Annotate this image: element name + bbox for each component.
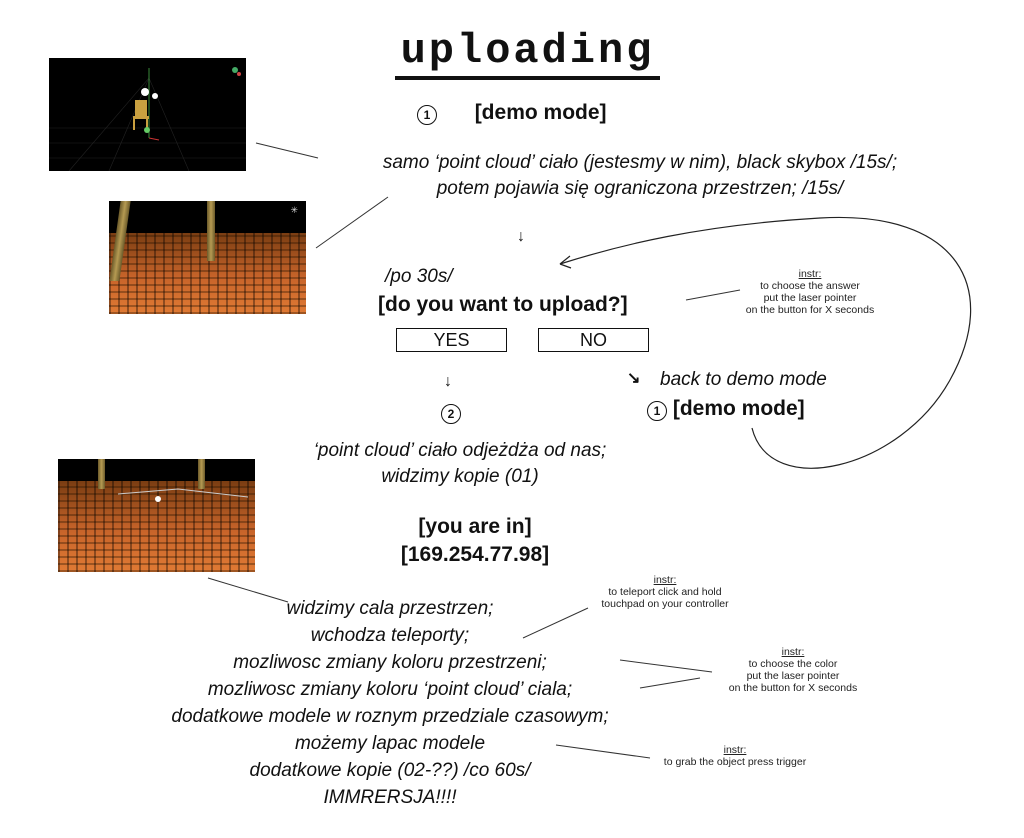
instr-line: put the laser pointer: [763, 292, 857, 304]
instr-heading: instr:: [653, 574, 677, 586]
instr-color: [718, 646, 868, 694]
ip-address: [169.254.77.98]: [400, 543, 550, 566]
demo-desc-line1: samo ‘point cloud’ ciało (jestesmy w nim), black skybox /15s/;: [382, 152, 898, 173]
step2-number: [441, 404, 461, 424]
step1-heading: [417, 100, 657, 126]
screenshot-demo-space: [109, 201, 306, 314]
step-number-1: 1: [647, 401, 667, 421]
instr-line: on the button for X seconds: [745, 304, 875, 316]
instr-line: put the laser pointer: [746, 670, 840, 682]
feature-item: widzimy cala przestrzen;: [286, 598, 494, 619]
no-button[interactable]: NO: [538, 328, 649, 352]
page-title: uploading: [395, 28, 660, 80]
instr-line: to teleport click and hold: [608, 586, 722, 598]
feature-item: wchodza teleporty;: [310, 625, 470, 646]
instr-line: to grab the object press trigger: [663, 756, 807, 768]
instr-line: touchpad on your controller: [601, 598, 729, 610]
instr-line: on the button for X seconds: [728, 682, 858, 694]
instr-heading: instr:: [781, 646, 805, 658]
yes-button[interactable]: YES: [396, 328, 507, 352]
step-number-1: 1: [417, 105, 437, 125]
step2-line1: ‘point cloud’ ciało odjeżdża od nas;: [313, 440, 607, 461]
demo-desc-line2: potem pojawia się ograniczona przestrzen; /15s/: [436, 178, 844, 199]
instr-heading: instr:: [723, 744, 747, 756]
feature-item: IMMRERSJA!!!!: [323, 787, 457, 808]
down-arrow-icon: ↓: [517, 228, 525, 245]
instr-heading: instr:: [798, 268, 822, 280]
axis-gizmo-icon: ✳: [290, 205, 298, 215]
instr-grab: [655, 744, 815, 768]
feature-item: możemy lapac modele: [294, 733, 486, 754]
upload-question: [do you want to upload?]: [378, 293, 628, 316]
feature-item: dodatkowe kopie (02-??) /co 60s/: [249, 760, 531, 781]
after-30s-label: /po 30s/: [385, 266, 453, 287]
instr-teleport: [590, 574, 740, 610]
instr-answer: [735, 268, 885, 316]
feature-item: mozliwosc zmiany koloru przestrzeni;: [233, 652, 547, 673]
step2-line2: widzimy kopie (01): [381, 466, 539, 487]
demo-mode-label: [demo mode]: [474, 101, 607, 124]
instr-line: to choose the color: [748, 658, 838, 670]
diagonal-arrow-icon: ↘: [627, 370, 641, 387]
down-arrow-icon: ↓: [444, 373, 452, 390]
no-branch-demo: [647, 396, 805, 422]
instr-line: to choose the answer: [760, 280, 860, 292]
back-to-demo-label: back to demo mode: [660, 369, 827, 390]
feature-item: dodatkowe modele w roznym przedziale czasowym;: [171, 706, 609, 727]
demo-mode-label: [demo mode]: [672, 397, 805, 420]
you-are-in-label: [you are in]: [418, 515, 532, 538]
step-number-2: 2: [441, 404, 461, 424]
screenshot-demo-black: [49, 58, 246, 171]
screenshot-you-are-in: [58, 459, 255, 572]
chair-icon: [49, 58, 246, 171]
feature-item: mozliwosc zmiany koloru ‘point cloud’ ciala;: [207, 679, 573, 700]
